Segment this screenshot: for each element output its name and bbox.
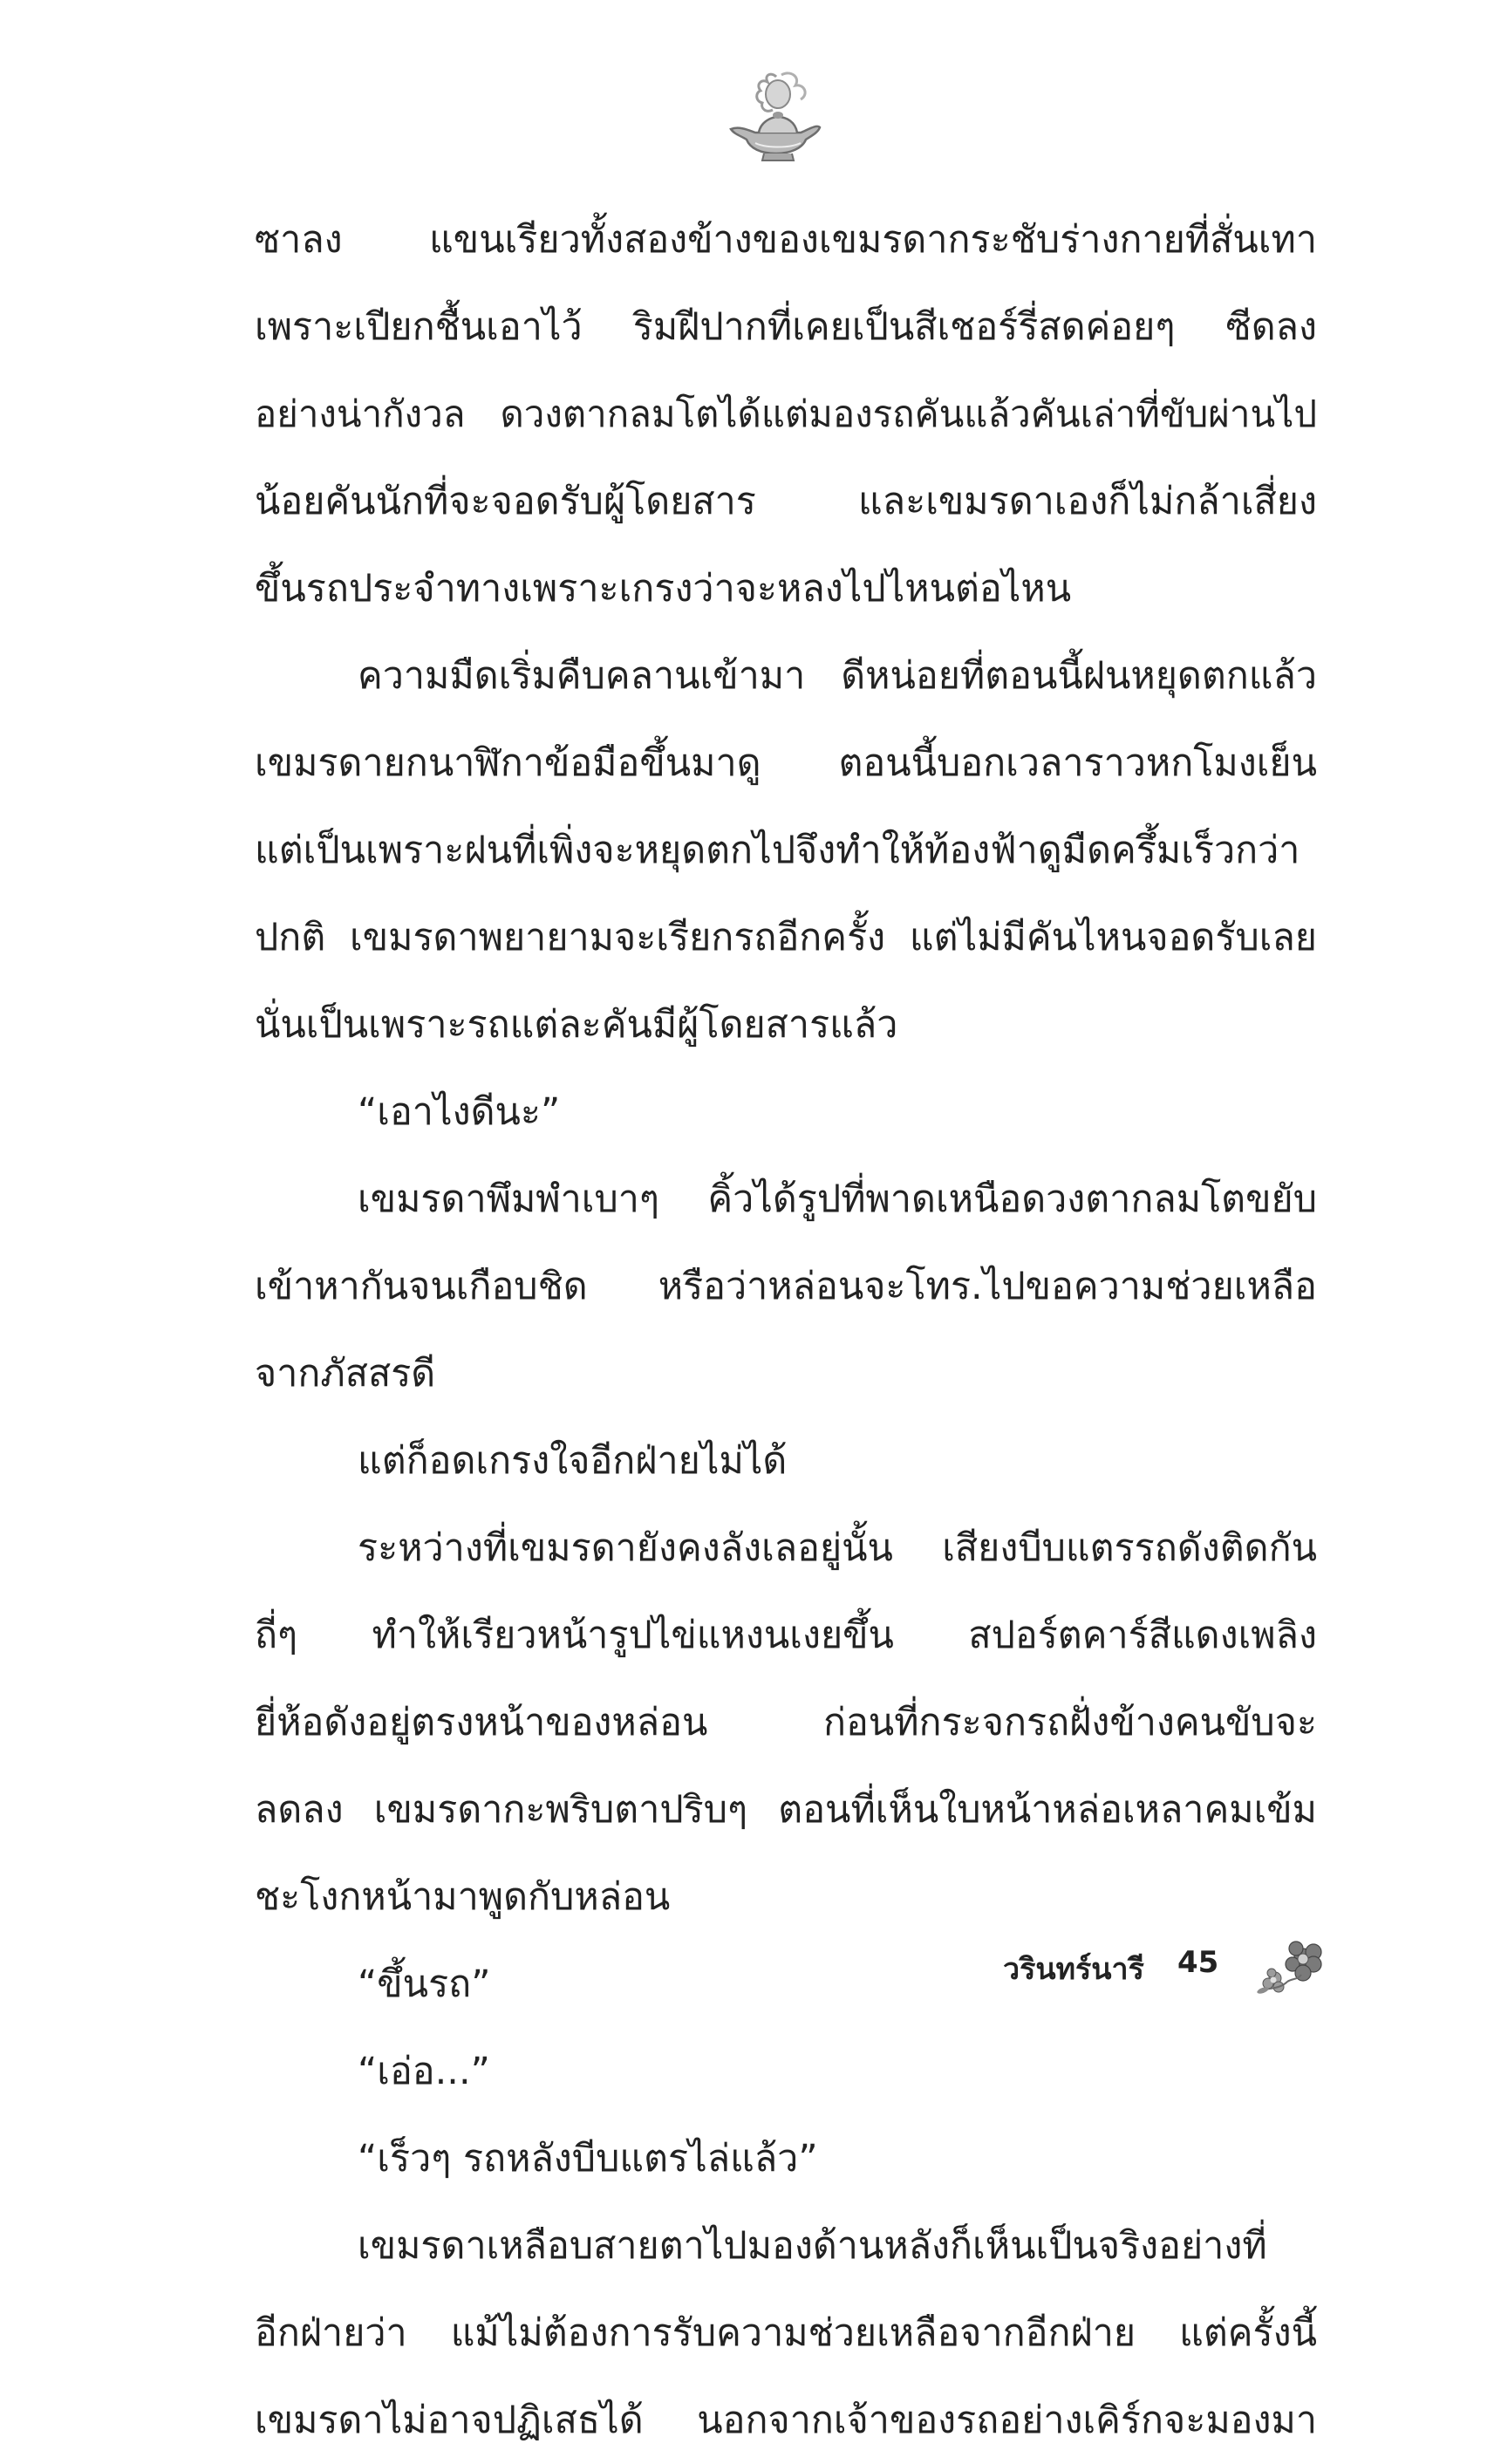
text-line: น้อยคันนักที่จะจอดรับผู้โดยสาร และเขมรดาเองก็ไม่กล้าเสี่ยง [255, 480, 1317, 523]
text-line: ซาลง แขนเรียวทั้งสองข้างของเขมรดากระชับร่างกายที่สั่นเทา [255, 218, 1317, 262]
text-line: จากภัสสรดี [255, 1352, 436, 1396]
text-line: “ขึ้นรถ” [358, 1962, 491, 2006]
text-line: ยี่ห้อดังอยู่ตรงหน้าของหล่อน ก่อนที่กระจกรถฝั่งข้างคนขับจะ [255, 1701, 1317, 1744]
text-line: ขึ้นรถประจำทางเพราะเกรงว่าจะหลงไปไหนต่อไหน [255, 567, 1072, 611]
author-name: วรินทร์นารี [1003, 1952, 1144, 1987]
text-line: เขมรดาเหลือบสายตาไปมองด้านหลังก็เห็นเป็นจริงอย่างที่ [358, 2224, 1267, 2268]
text-line: เพราะเปียกชื้นเอาไว้ ริมฝีปากที่เคยเป็นสีเชอร์รี่สดค่อยๆ ซีดลง [255, 305, 1317, 349]
text-line: “เอาไงดีนะ” [358, 1090, 561, 1134]
text-line: เข้าหากันจนเกือบชิด หรือว่าหล่อนจะโทร.ไปขอความช่วยเหลือ [255, 1265, 1317, 1308]
page-number: 45 [1177, 1945, 1219, 1980]
text-line: ความมืดเริ่มคืบคลานเข้ามา ดีหน่อยที่ตอนนี้ฝนหยุดตกแล้ว [358, 654, 1317, 698]
text-line: “เร็วๆ รถหลังบีบแตรไล่แล้ว” [358, 2137, 818, 2181]
text-line: ระหว่างที่เขมรดายังคงลังเลอยู่นั้น เสียงบีบแตรรถดังติดกัน [358, 1526, 1317, 1570]
text-line: เขมรดายกนาฬิกาข้อมือขึ้นมาดู ตอนนี้บอกเวลาราวหกโมงเย็น [255, 741, 1317, 785]
text-line: ปกติ เขมรดาพยายามจะเรียกรถอีกครั้ง แต่ไม่มีคันไหนจอดรับเลย [255, 916, 1317, 959]
text-line: อีกฝ่ายว่า แม้ไม่ต้องการรับความช่วยเหลือจากอีกฝ่าย แต่ครั้งนี้ [255, 2311, 1317, 2355]
text-line: ถี่ๆ ทำให้เรียวหน้ารูปไข่แหงนเงยขึ้น สปอร์ตคาร์สีแดงเพลิง [255, 1614, 1317, 1657]
text-line: เขมรดาไม่อาจปฏิเสธได้ นอกจากเจ้าของรถอย่างเคิร์กจะมองมา [255, 2399, 1317, 2442]
text-line: “เอ่อ...” [358, 2050, 490, 2093]
body-text [255, 196, 1317, 2464]
magic-lamp-icon [720, 70, 825, 166]
text-line: แต่เป็นเพราะฝนที่เพิ่งจะหยุดตกไปจึงทำให้ท้องฟ้าดูมืดครึ้มเร็วกว่า [255, 829, 1300, 872]
text-line: ลดลง เขมรดากะพริบตาปริบๆ ตอนที่เห็นใบหน้าหล่อเหลาคมเข้ม [255, 1788, 1317, 1832]
flower-icon [1249, 1935, 1336, 2004]
text-line: นั่นเป็นเพราะรถแต่ละคันมีผู้โดยสารแล้ว [255, 1003, 898, 1047]
text-line: แต่ก็อดเกรงใจอีกฝ่ายไม่ได้ [358, 1439, 788, 1483]
text-line: เขมรดาพึมพำเบาๆ คิ้วได้รูปที่พาดเหนือดวงตากลมโตขยับ [358, 1177, 1317, 1221]
text-line: อย่างน่ากังวล ดวงตากลมโตได้แต่มองรถคันแล้วคันเล่าที่ขับผ่านไป [255, 392, 1317, 435]
page-footer [1003, 1935, 1369, 2004]
text-line: ชะโงกหน้ามาพูดกับหล่อน [255, 1875, 671, 1919]
